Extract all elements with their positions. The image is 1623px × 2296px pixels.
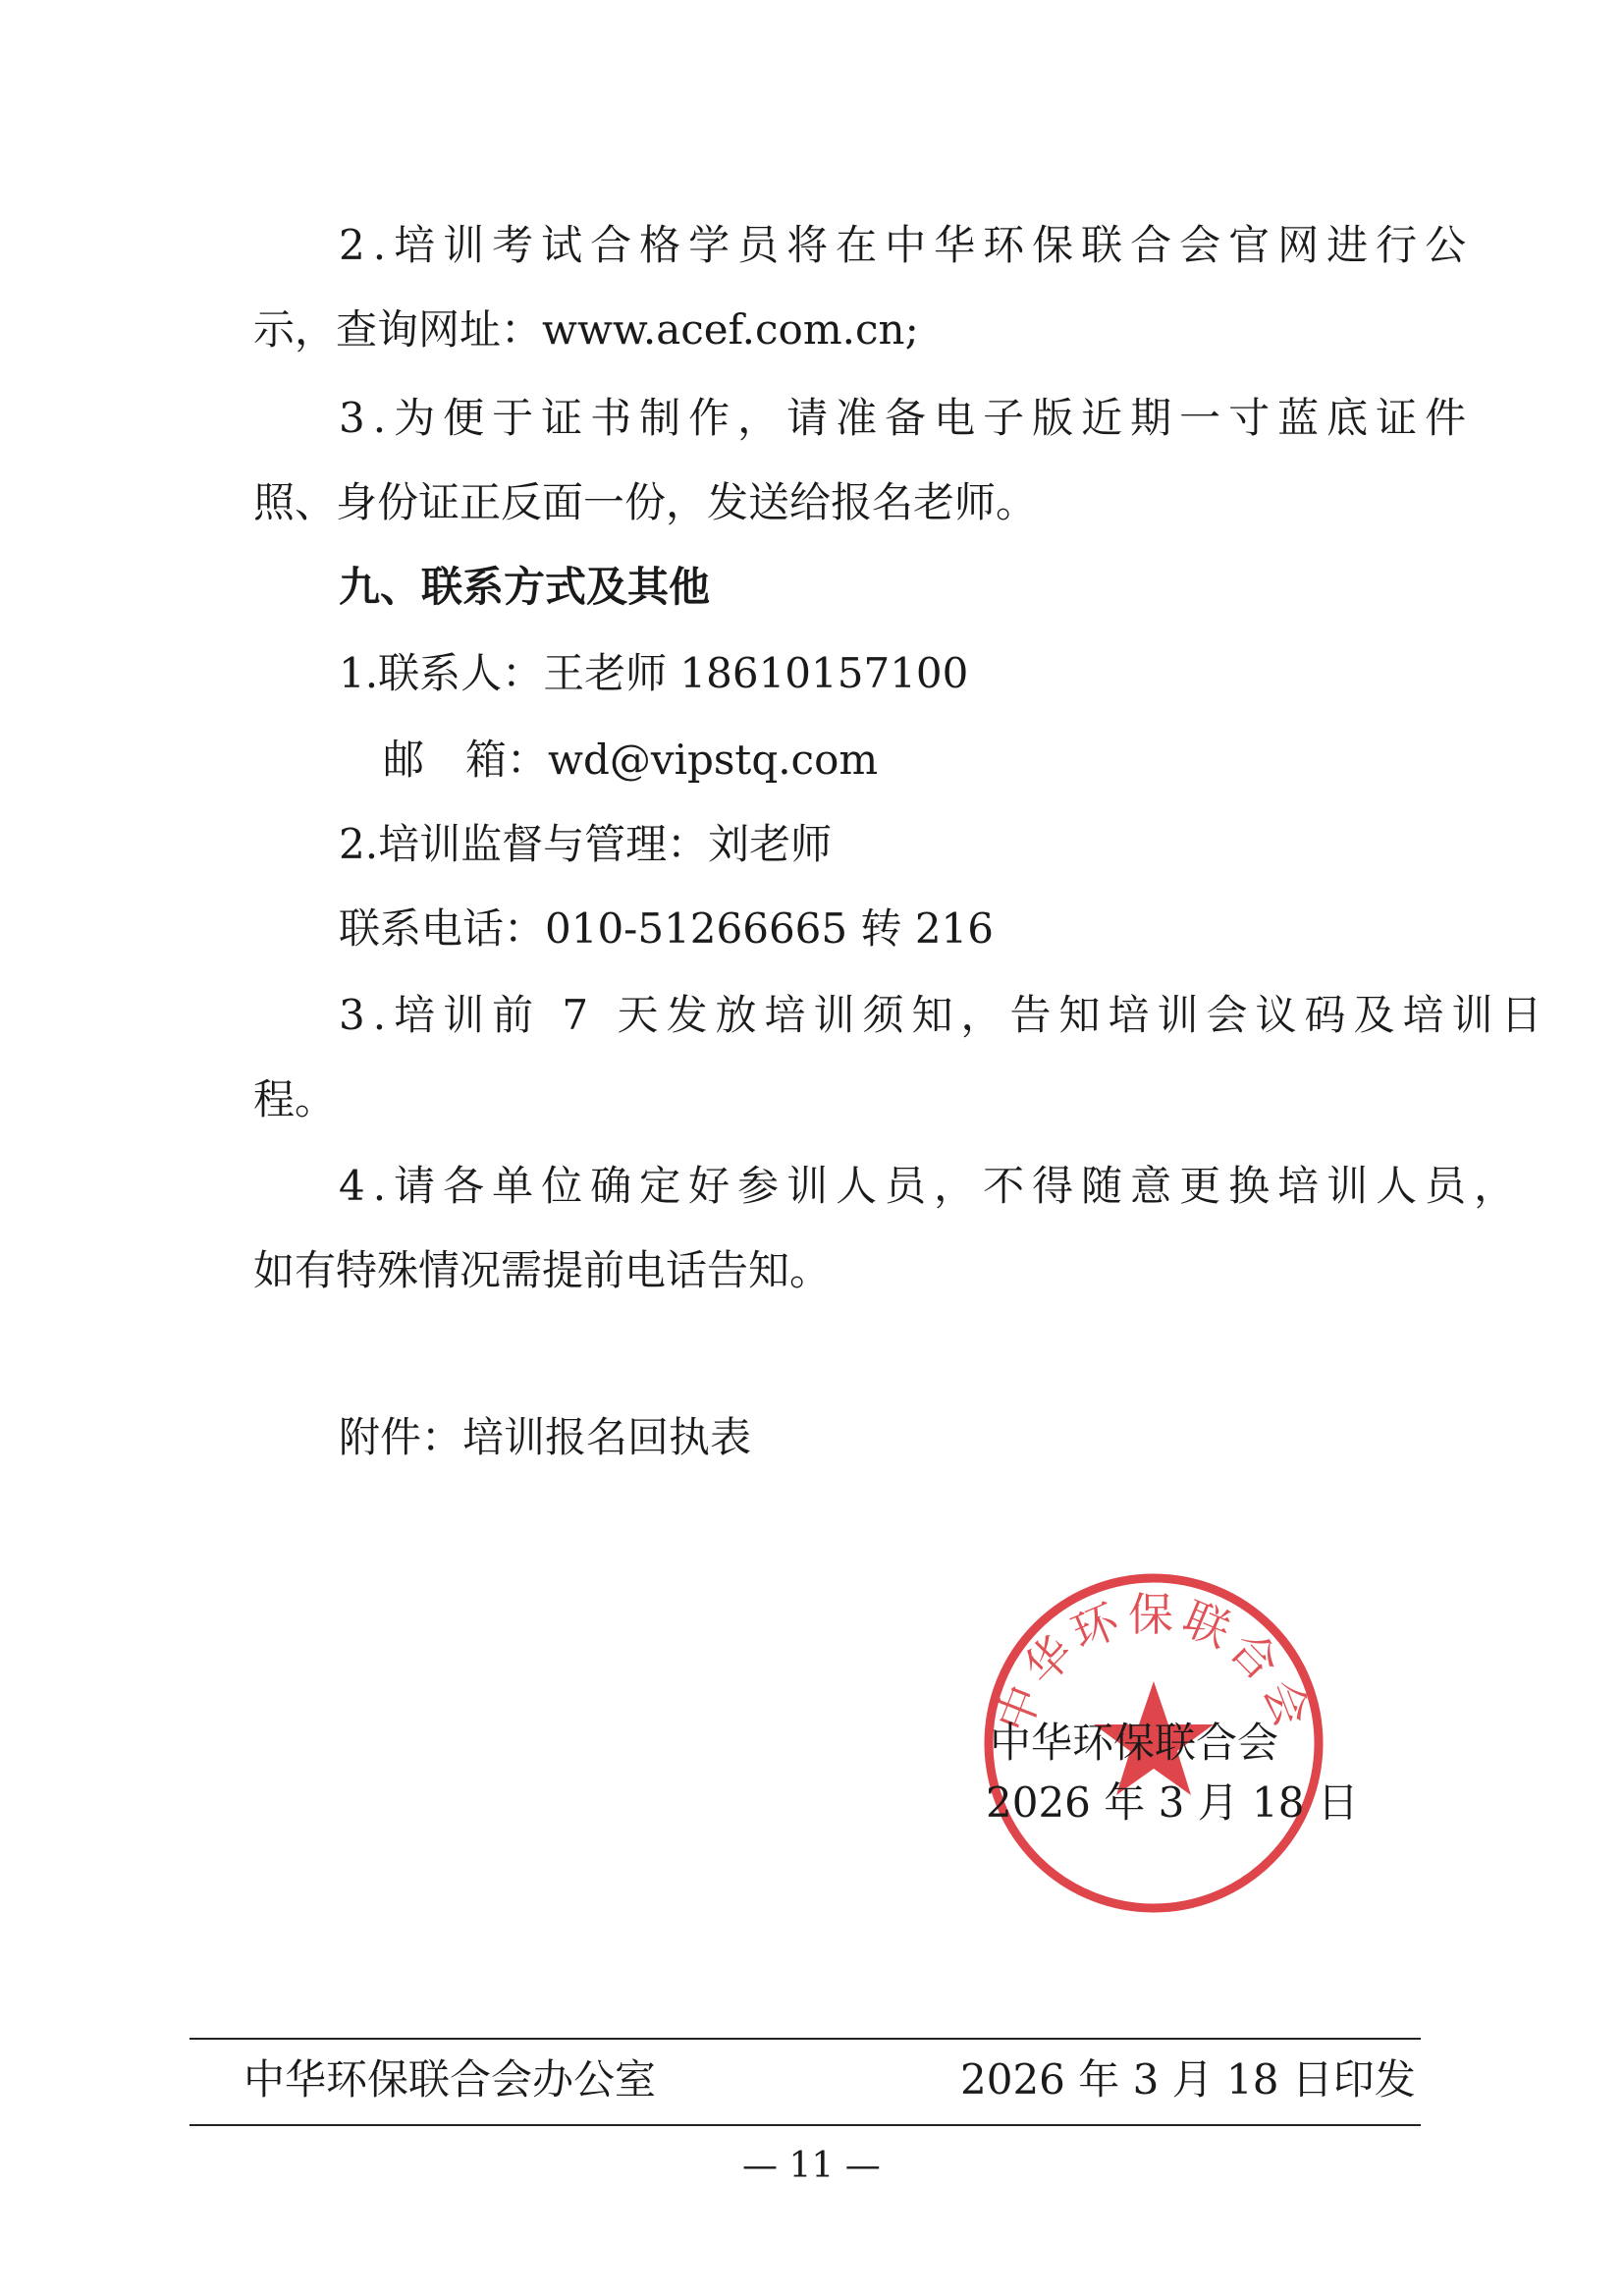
footer-bottom-rule: [189, 2124, 1421, 2126]
attachment-note: 附件：培训报名回执表: [339, 1413, 752, 1461]
notice-line-1: 3.培训前 7 天发放培训须知，告知培训会议码及培训日: [339, 991, 1550, 1039]
svg-text:中华环保联合会: 中华环保联合会: [986, 1588, 1322, 1740]
supervision-contact: 2.培训监督与管理：刘老师: [339, 820, 833, 868]
replacement-line-1: 4.请各单位确定好参训人员，不得随意更换培训人员，: [339, 1162, 1524, 1210]
footer-issuer: 中华环保联合会办公室: [243, 2055, 657, 2104]
footer-issue-date: 2026 年 3 月 18 日印发: [960, 2055, 1416, 2104]
signature-org: 中华环保联合会: [990, 1719, 1279, 1767]
paragraph-3-line-2: 照、身份证正反面一份，发送给报名老师。: [253, 478, 1038, 526]
section-9-heading: 九、联系方式及其他: [339, 563, 711, 611]
supervision-phone: 联系电话：010-51266665 转 216: [339, 904, 994, 953]
paragraph-2-line-2: 示，查询网址：www.acef.com.cn;: [253, 305, 919, 354]
paragraph-2-line-1: 2.培训考试合格学员将在中华环保联合会官网进行公: [339, 221, 1475, 269]
contact-person: 1.联系人：王老师 18610157100: [339, 649, 969, 697]
replacement-line-2: 如有特殊情况需提前电话告知。: [253, 1246, 832, 1294]
notice-line-2: 程。: [253, 1075, 337, 1123]
contact-email: 邮 箱：wd@vipstq.com: [383, 736, 879, 784]
paragraph-3-line-1: 3.为便于证书制作，请准备电子版近期一寸蓝底证件: [339, 394, 1475, 442]
footer-top-rule: [189, 2038, 1421, 2040]
signature-date: 2026 年 3 月 18 日: [986, 1778, 1359, 1827]
page-number: — 11 —: [742, 2146, 881, 2186]
